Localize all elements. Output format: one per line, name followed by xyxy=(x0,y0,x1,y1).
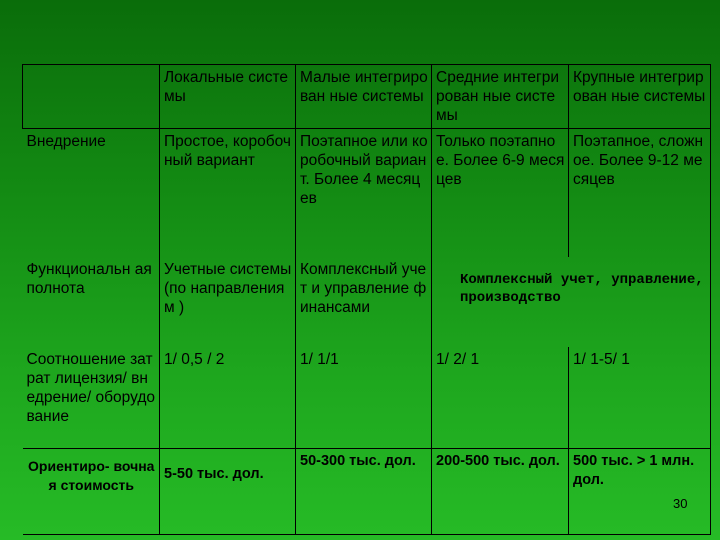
table-cell: 1/ 1-5/ 1 xyxy=(569,347,711,449)
table-cell: 50-300 тыс. дол. xyxy=(296,449,432,535)
header-cell-medium: Средние интегрирован ные системы xyxy=(432,65,569,129)
row-label-cost: Ориентиро- вочная стоимость xyxy=(23,449,160,535)
row-label-implementation: Внедрение xyxy=(23,129,160,257)
header-cell-empty xyxy=(23,65,160,129)
table-cell: 200-500 тыс. дол. xyxy=(432,449,569,535)
table-cell: Только поэтапное. Более 6-9 месяцев xyxy=(432,129,569,257)
table-cell: 5-50 тыс. дол. xyxy=(160,449,296,535)
row-label-functionality: Функциональн ая полнота xyxy=(23,257,160,347)
table-cell: 1/ 0,5 / 2 xyxy=(160,347,296,449)
row-label-cost-ratio: Соотношение затрат лицензия/ внедрение/ оборудование xyxy=(23,347,160,449)
table-row-cost xyxy=(23,449,711,535)
header-cell-large: Крупные интегрирован ные системы xyxy=(569,65,711,129)
header-cell-local: Локальные системы xyxy=(160,65,296,129)
page-number: 30 xyxy=(673,496,688,511)
table-row-implementation xyxy=(23,129,711,257)
header-cell-small: Малые интегрирован ные системы xyxy=(296,65,432,129)
table-cell: Комплексный учет и управление финансами xyxy=(296,257,432,347)
table-header-row xyxy=(23,65,711,129)
table-cell: Простое, коробочный вариант xyxy=(160,129,296,257)
table-cell: 1/ 1/1 xyxy=(296,347,432,449)
table-row-functionality xyxy=(23,257,711,347)
table-row-cost-ratio xyxy=(23,347,711,449)
table-cell: Учетные системы (по направлениям ) xyxy=(160,257,296,347)
table-cell: 500 тыс. > 1 млн. дол. xyxy=(569,449,711,535)
comparison-table xyxy=(22,64,711,535)
table-cell: Поэтапное, сложное. Более 9-12 месяцев xyxy=(569,129,711,257)
merged-cell-complex: Комплексный учет, управление, производство xyxy=(432,257,711,347)
table-cell: 1/ 2/ 1 xyxy=(432,347,569,449)
table-cell: Поэтапное или коробочный вариант. Более 4 месяцев xyxy=(296,129,432,257)
